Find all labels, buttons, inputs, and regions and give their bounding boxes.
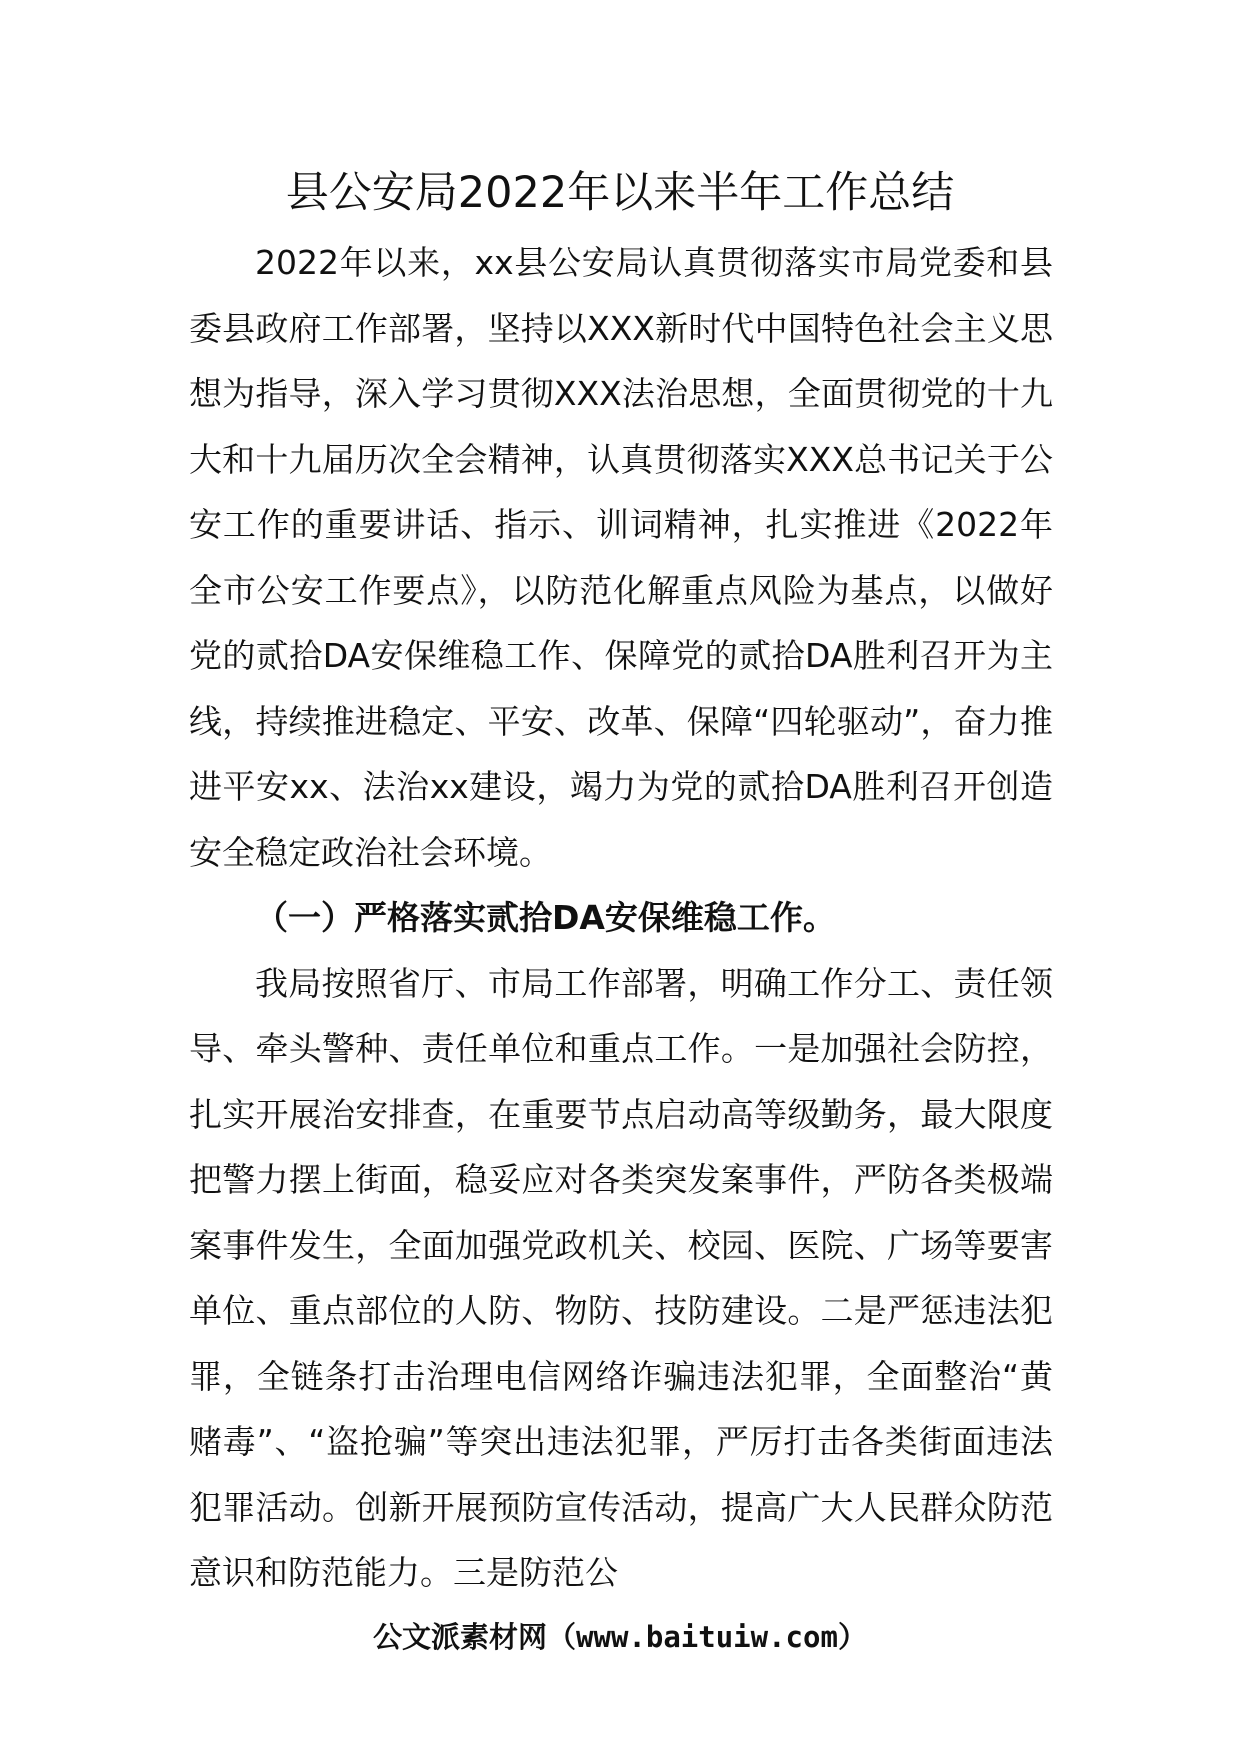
intro-paragraph: 2022年以来，xx县公安局认真贯彻落实市局党委和县委县政府工作部署，坚持以XXX新时代中国特色社会主义思想为指导，深入学习贯彻XXX法治思想，全面贯彻党的十九大和十九届历次全会精神，认真贯彻落实XXX总书记关于公安工作的重要讲话、指示、训词精神，扎实推进《2022年全市公安工作要点》，以防范化解重点风险为基点，以做好党的贰拾DA安保维稳工作、保障党的贰拾DA胜利召开为主线，持续推进稳定、平安、改革、保障“四轮驱动”，奋力推进平安xx、法治xx建设，竭力为党的贰拾DA胜利召开创造安全稳定政治社会环境。 bbox=[189, 243, 1053, 872]
footer-paren-open: （ bbox=[547, 1620, 577, 1654]
document-body bbox=[189, 230, 1053, 1606]
document-title: 县公安局2022年以来半年工作总结 bbox=[285, 168, 955, 218]
section-paragraph: 我局按照省厅、市局工作部署，明确工作分工、责任领导、牵头警种、责任单位和重点工作。一是加强社会防控，扎实开展治安排查，在重要节点启动高等级勤务，最大限度把警力摆上街面，稳妥应对各类突发案事件，严防各类极端案事件发生，全面加强党政机关、校园、医院、广场等要害单位、重点部位的人防、物防、技防建设。二是严惩违法犯罪，全链条打击治理电信网络诈骗违法犯罪，全面整治“黄赌毒”、“盗抢骗”等突出违法犯罪，严厉打击各类街面违法犯罪活动。创新开展预防宣传活动，提高广大人民群众防范意识和防范能力。三是防范公 bbox=[189, 963, 1053, 1592]
footer-watermark bbox=[0, 1617, 1240, 1657]
footer-site-name: 公文派素材网 bbox=[373, 1620, 548, 1654]
section-heading: （一）严格落实贰拾DA安保维稳工作。 bbox=[255, 898, 836, 937]
footer-url: www.baituiw.com bbox=[576, 1620, 838, 1654]
footer-paren-close: ） bbox=[837, 1620, 867, 1654]
